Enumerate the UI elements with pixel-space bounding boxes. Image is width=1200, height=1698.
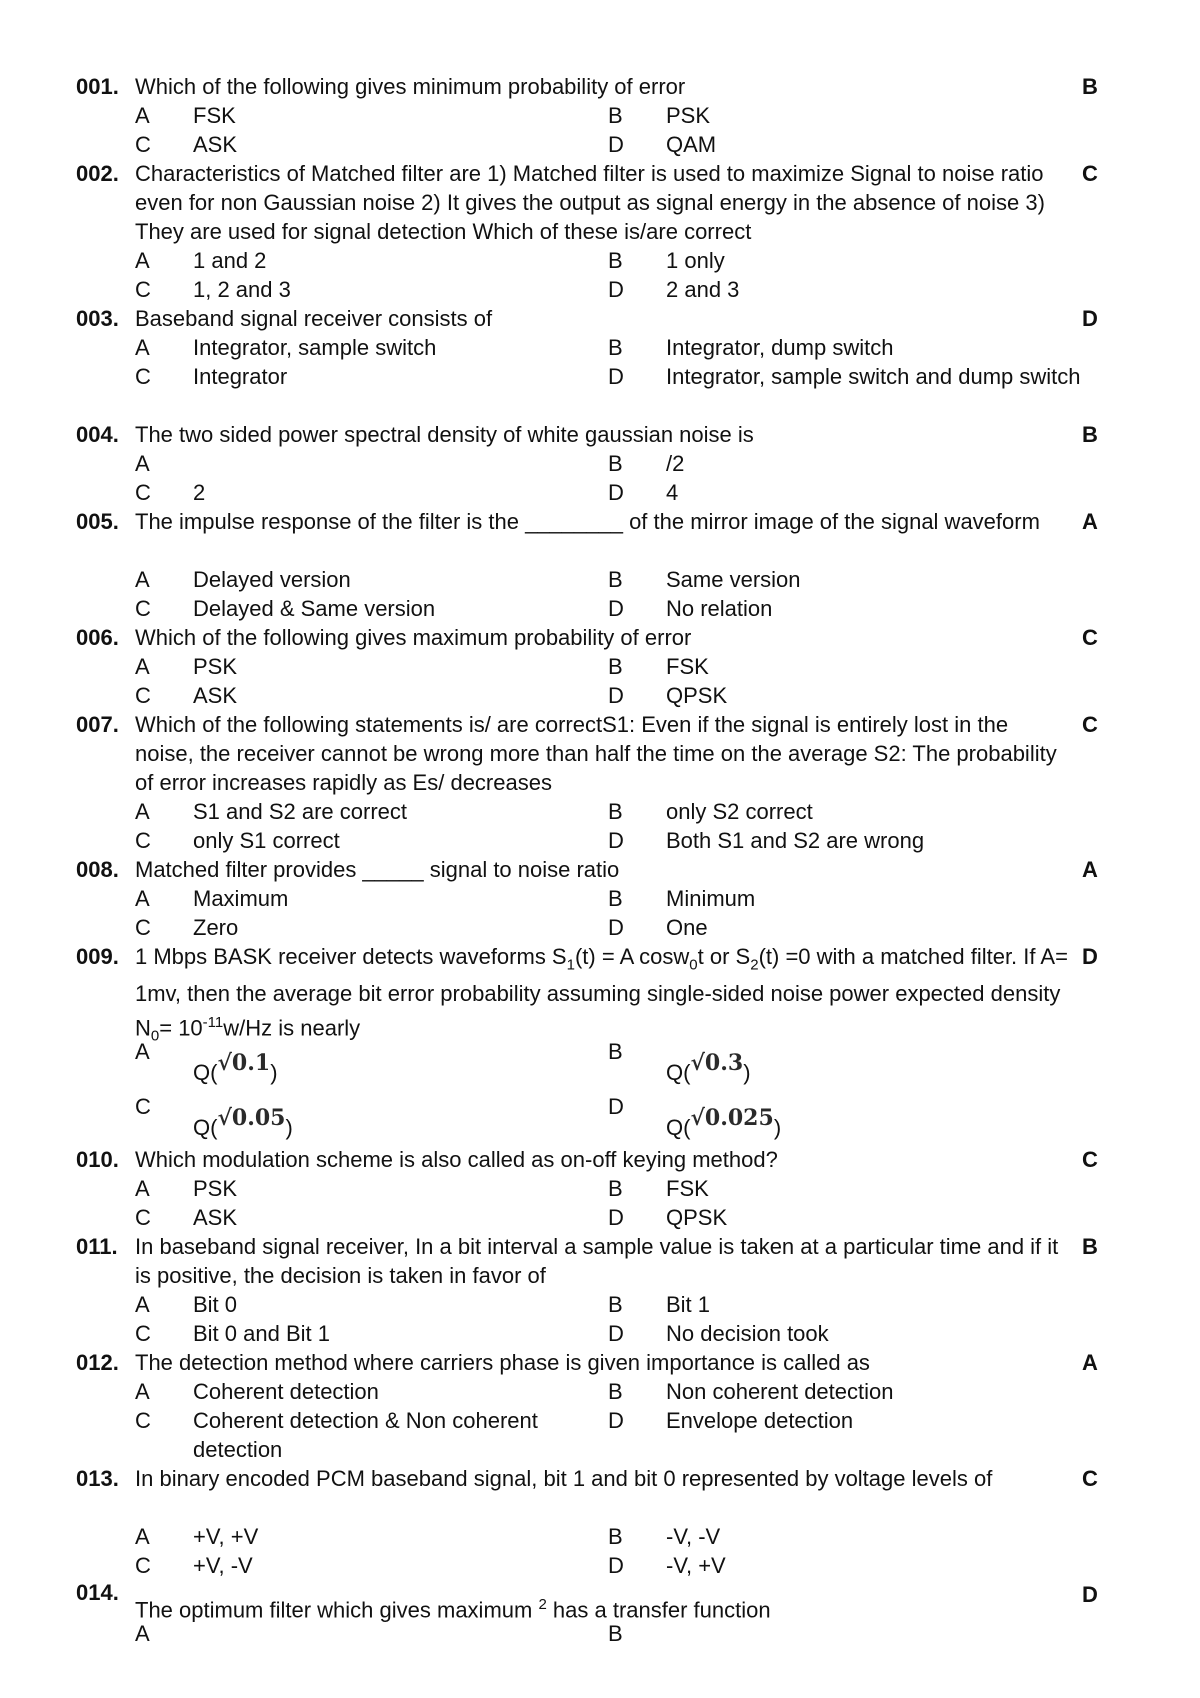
option-letter: B	[608, 1379, 623, 1404]
option-letter: A	[135, 1292, 150, 1317]
option-math: Q(√0.025)	[666, 1105, 782, 1140]
option-letter: B	[608, 103, 623, 128]
option-letter: C	[135, 1094, 151, 1119]
question-number: 013.	[76, 1466, 119, 1491]
option-letter: D	[608, 277, 624, 302]
option-letter: D	[608, 1408, 624, 1433]
option-text: QPSK	[666, 683, 728, 708]
option-text: 1, 2 and 3	[193, 277, 291, 302]
option-letter: D	[608, 1321, 624, 1346]
option-text: FSK	[193, 103, 236, 128]
question-text: Which of the following gives maximum probability of error	[135, 625, 692, 650]
option-letter: A	[135, 567, 150, 592]
sqrt-value: √0.025	[690, 1105, 774, 1131]
option-text: Integrator, sample switch	[193, 335, 437, 360]
option-letter: C	[135, 915, 151, 940]
option-letter: A	[135, 1379, 150, 1404]
option-text: only S1 correct	[193, 828, 340, 853]
answer-key: A	[1082, 1350, 1098, 1375]
option-letter: A	[135, 335, 150, 360]
question-number: 005.	[76, 509, 119, 534]
option-text: Zero	[193, 915, 239, 940]
option-letter: D	[608, 596, 624, 621]
option-text: PSK	[193, 1176, 238, 1201]
option-letter: A	[135, 654, 150, 679]
option-text: QAM	[666, 132, 717, 157]
answer-key: C	[1082, 712, 1098, 737]
option-letter: B	[608, 1621, 623, 1646]
question-number: 010.	[76, 1147, 119, 1172]
answer-key: A	[1082, 857, 1098, 882]
question-number: 001.	[76, 74, 119, 99]
answer-key: C	[1082, 625, 1098, 650]
option-math: Q(√0.3)	[666, 1050, 751, 1085]
option-letter: D	[608, 1205, 624, 1230]
sqrt-value: √0.05	[217, 1105, 286, 1131]
option-text: only S2 correct	[666, 799, 813, 824]
option-letter: A	[135, 103, 150, 128]
option-text: Non coherent detection	[666, 1379, 894, 1404]
option-text: Delayed & Same version	[193, 596, 436, 621]
option-letter: A	[135, 1176, 150, 1201]
option-text: Integrator, dump switch	[666, 335, 894, 360]
option-letter: D	[608, 683, 624, 708]
answer-key: B	[1082, 1234, 1098, 1259]
option-text: Same version	[666, 567, 801, 592]
option-text: Bit 1	[666, 1292, 711, 1317]
option-letter: D	[608, 1094, 624, 1119]
question-number: 014.	[76, 1580, 119, 1605]
question-number: 002.	[76, 161, 119, 186]
question-text: The detection method where carriers phase is given importance is called as	[135, 1350, 870, 1375]
answer-key: C	[1082, 1466, 1098, 1491]
question-text: Which of the following gives minimum probability of error	[135, 74, 686, 99]
option-letter: C	[135, 596, 151, 621]
option-letter: D	[608, 1553, 624, 1578]
question-number: 006.	[76, 625, 119, 650]
answer-key: B	[1082, 74, 1098, 99]
option-text: Coherent detection & Non coherent detection	[193, 1408, 538, 1462]
answer-key: B	[1082, 422, 1098, 447]
answer-key: D	[1082, 1582, 1098, 1607]
option-letter: B	[608, 567, 623, 592]
option-letter: C	[135, 277, 151, 302]
option-letter: A	[135, 886, 150, 911]
answer-key: A	[1082, 509, 1098, 534]
option-letter: C	[135, 828, 151, 853]
option-text: Coherent detection	[193, 1379, 379, 1404]
option-text: No decision took	[666, 1321, 829, 1346]
option-letter: C	[135, 1321, 151, 1346]
option-text: QPSK	[666, 1205, 728, 1230]
question-number: 011.	[76, 1234, 118, 1259]
option-text: Envelope detection	[666, 1408, 854, 1433]
option-letter: C	[135, 1553, 151, 1578]
answer-key: D	[1082, 306, 1098, 331]
option-letter: C	[135, 132, 151, 157]
option-letter: B	[608, 886, 623, 911]
answer-key: D	[1082, 944, 1098, 969]
option-text: Minimum	[666, 886, 756, 911]
question-number: 012.	[76, 1350, 119, 1375]
option-text: /2	[666, 451, 685, 476]
option-letter: C	[135, 1205, 151, 1230]
option-text: Integrator, sample switch and dump switch	[666, 364, 1081, 389]
option-letter: A	[135, 1039, 150, 1064]
option-text: Integrator	[193, 364, 288, 389]
question-text: 1 Mbps BASK receiver detects waveforms $S_1(t) = A$ cosw$_0$t or $S_2(t) =0$ with a matched filter. If A= 1mv, then the average bit error probability assuming single-sided noise power expected density $N_0= 10^{-11}w/Hz$ is nearly	[135, 944, 1068, 1046]
option-text: 4	[666, 480, 679, 505]
option-text: One	[666, 915, 708, 940]
option-letter: D	[608, 364, 624, 389]
option-math: Q(√0.05)	[193, 1105, 293, 1140]
question-number: 007.	[76, 712, 119, 737]
option-letter: C	[135, 683, 151, 708]
option-letter: A	[135, 1524, 150, 1549]
option-letter: D	[608, 132, 624, 157]
option-letter: B	[608, 1176, 623, 1201]
option-letter: C	[135, 1408, 151, 1433]
option-text: 2 and 3	[666, 277, 740, 302]
answer-key: C	[1082, 161, 1098, 186]
question-text: Which modulation scheme is also called as on-off keying method?	[135, 1147, 778, 1172]
option-letter: B	[608, 451, 623, 476]
option-text: -V, -V	[666, 1524, 721, 1549]
option-text: S1 and S2 are correct	[193, 799, 408, 824]
option-text: Delayed version	[193, 567, 351, 592]
option-letter: A	[135, 451, 150, 476]
option-letter: B	[608, 1039, 623, 1064]
option-text: Maximum	[193, 886, 289, 911]
option-text: ASK	[193, 683, 238, 708]
option-letter: D	[608, 828, 624, 853]
option-letter: A	[135, 1621, 150, 1646]
option-letter: D	[608, 480, 624, 505]
option-text: 1 only	[666, 248, 725, 273]
option-text: -V, +V	[666, 1553, 726, 1578]
option-letter: B	[608, 335, 623, 360]
sqrt-value: √0.3	[690, 1050, 744, 1076]
question-number: 003.	[76, 306, 119, 331]
question-text: In baseband signal receiver, In a bit interval a sample value is taken at a particular time and if it is positive, the decision is taken in favor of	[135, 1234, 1059, 1288]
option-text: No relation	[666, 596, 773, 621]
option-text: 2	[193, 480, 206, 505]
option-letter: B	[608, 799, 623, 824]
option-math: Q(√0.1)	[193, 1050, 278, 1085]
option-text: ASK	[193, 132, 238, 157]
option-letter: A	[135, 799, 150, 824]
option-text: PSK	[666, 103, 711, 128]
option-text: FSK	[666, 1176, 709, 1201]
option-text: FSK	[666, 654, 709, 679]
question-text: Matched filter provides _____ signal to noise ratio	[135, 857, 620, 882]
option-text: ASK	[193, 1205, 238, 1230]
question-text: In binary encoded PCM baseband signal, bit 1 and bit 0 represented by voltage levels of	[135, 1466, 993, 1491]
option-letter: C	[135, 364, 151, 389]
option-letter: B	[608, 1292, 623, 1317]
option-text: +V, +V	[193, 1524, 259, 1549]
question-number: 004.	[76, 422, 119, 447]
question-number: 008.	[76, 857, 119, 882]
option-letter: C	[135, 480, 151, 505]
option-text: Bit 0	[193, 1292, 238, 1317]
answer-key: C	[1082, 1147, 1098, 1172]
question-text: The impulse response of the filter is the ________ of the mirror image of the signal waveform	[135, 509, 1040, 534]
question-number: 009.	[76, 944, 119, 969]
option-text: 1 and 2	[193, 248, 267, 273]
option-letter: B	[608, 248, 623, 273]
question-text: Which of the following statements is/ are correctS1: Even if the signal is entirely lost in the noise, the receiver cannot be wrong more than half the time on the average S2: The probability of error increases rapidly as Es/ decreases	[135, 712, 1057, 795]
option-text: Bit 0 and Bit 1	[193, 1321, 330, 1346]
question-text: The optimum filter which gives maximum $^2$ has a transfer function	[135, 1596, 771, 1623]
option-text: +V, -V	[193, 1553, 253, 1578]
question-text: The two sided power spectral density of white gaussian noise is	[135, 422, 754, 447]
option-letter: B	[608, 654, 623, 679]
sqrt-value: √0.1	[217, 1050, 271, 1076]
option-letter: A	[135, 248, 150, 273]
option-text: Both S1 and S2 are wrong	[666, 828, 925, 853]
question-text: Baseband signal receiver consists of	[135, 306, 493, 331]
option-text: PSK	[193, 654, 238, 679]
option-letter: B	[608, 1524, 623, 1549]
option-letter: D	[608, 915, 624, 940]
question-text: Characteristics of Matched filter are 1) Matched filter is used to maximize Signal to noise ratio even for non Gaussian noise 2) It gives the output as signal energy in the absence of noise 3) They are used for signal detection Which of these is/are correct	[135, 161, 1045, 244]
